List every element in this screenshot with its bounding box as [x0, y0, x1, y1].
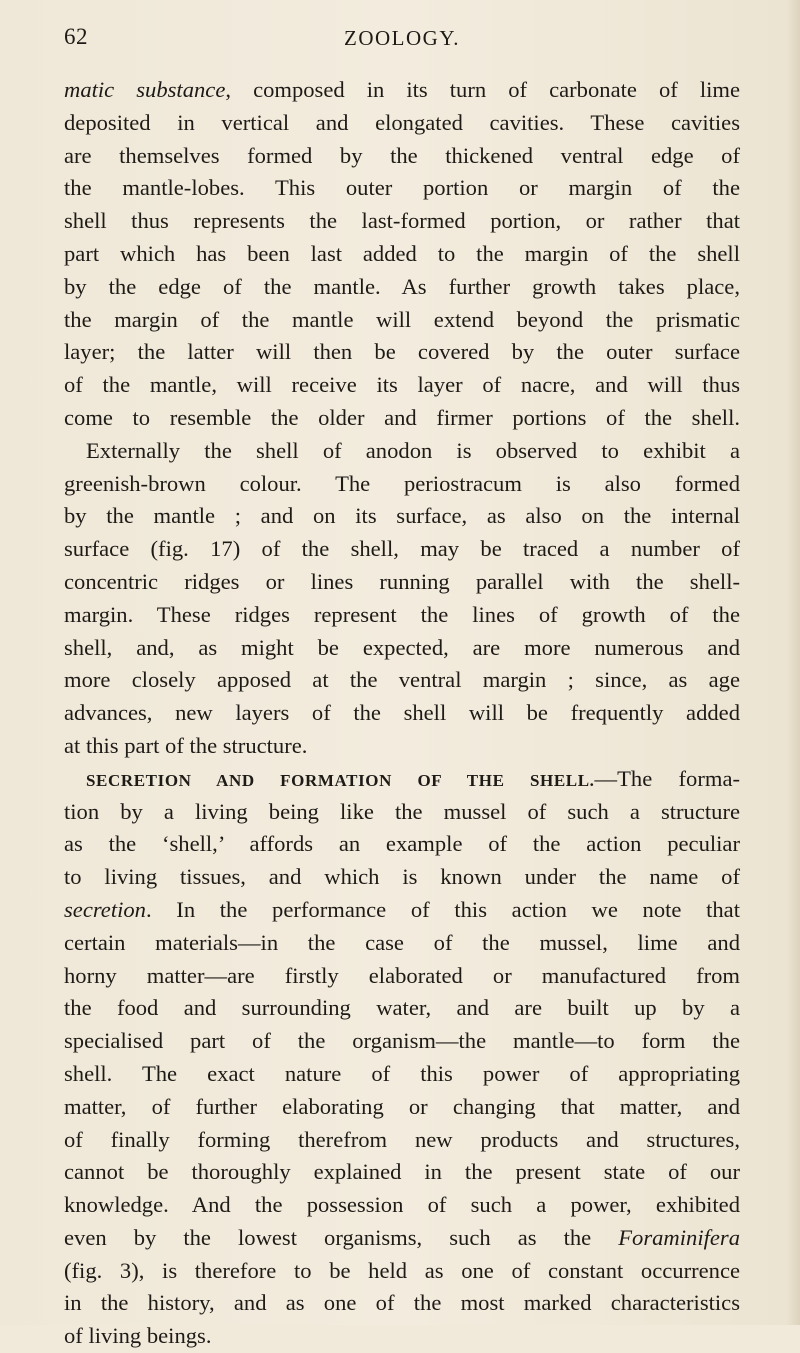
text-line: [64, 205, 740, 238]
text-run: the margin of the mantle will extend beyond the prismatic: [64, 306, 740, 332]
text-line: [64, 1091, 740, 1124]
page-number: 62: [64, 24, 88, 49]
text-run: come to resemble the older and firmer portions of the shell.: [64, 404, 740, 430]
text-run: part which has been last added to the margin of the shell: [64, 240, 740, 266]
text-run: of living beings.: [64, 1323, 212, 1349]
text-run: concentric ridges or lines running parallel with the shell-: [64, 568, 740, 594]
text-run: specialised part of the organism—the mantle—to form the: [64, 1028, 740, 1054]
text-run: SECRETION AND FORMATION OF THE SHELL.: [86, 770, 595, 790]
text-line: [64, 566, 740, 599]
text-run: —The forma-: [594, 765, 740, 791]
text-run: by the edge of the mantle. As further growth takes place,: [64, 273, 740, 299]
text-line: [64, 1058, 740, 1091]
text-run: as the ‘shell,’ affords an example of the action peculiar: [64, 831, 740, 857]
text-line: [64, 500, 740, 533]
text-line: [64, 369, 740, 402]
text-run: shell. The exact nature of this power of appropriating: [64, 1060, 740, 1086]
page-edge-shadow: [786, 0, 800, 1325]
text-line: [64, 730, 740, 763]
text-line: [64, 271, 740, 304]
text-line: [64, 763, 740, 796]
text-line: [64, 336, 740, 369]
text-line: [64, 796, 740, 829]
text-line: [64, 1287, 740, 1320]
text-run: layer; the latter will then be covered by the outer surface: [64, 339, 740, 365]
text-run: surface (fig. 17) of the shell, may be traced a number of: [64, 536, 740, 562]
text-run: margin. These ridges represent the lines of growth of the: [64, 601, 740, 627]
text-line: [64, 1124, 740, 1157]
body-text: [64, 74, 740, 1353]
text-line: [64, 107, 740, 140]
text-run: knowledge. And the possession of such a power, exhibited: [64, 1192, 740, 1218]
text-line: [64, 1222, 740, 1255]
text-run: tion by a living being like the mussel of such a structure: [64, 798, 740, 824]
text-run: are themselves formed by the thickened ventral edge of: [64, 142, 740, 168]
text-line: [64, 1025, 740, 1058]
text-line: [64, 402, 740, 435]
text-run: the mantle-lobes. This outer portion or margin of the: [64, 175, 740, 201]
text-run: , composed in its turn of carbonate of lime: [225, 77, 740, 102]
text-run: matic substance: [64, 77, 226, 102]
text-run: (fig. 3), is therefore to be held as one of constant occurrence: [64, 1257, 740, 1283]
text-line: [64, 238, 740, 271]
text-line: [64, 828, 740, 861]
text-line: [64, 664, 740, 697]
text-line: [64, 894, 740, 927]
text-line: [64, 172, 740, 205]
text-line: [64, 697, 740, 730]
text-line: [64, 927, 740, 960]
text-line: [64, 74, 740, 107]
text-line: [64, 1189, 740, 1222]
text-line: [64, 632, 740, 665]
text-run: more closely apposed at the ventral margin ; since, as age: [64, 667, 740, 693]
text-run: in the history, and as one of the most marked characteristics: [64, 1290, 740, 1316]
text-run: shell, and, as might be expected, are more numerous and: [64, 634, 740, 660]
text-run: of finally forming therefrom new products and structures,: [64, 1126, 740, 1152]
page-header: [64, 24, 744, 54]
text-run: Externally the shell of anodon is observed to exhibit a: [86, 437, 740, 463]
text-line: [64, 304, 740, 337]
text-run: matter, of further elaborating or changing that matter, and: [64, 1093, 740, 1119]
text-line: [64, 992, 740, 1025]
text-line: [64, 1255, 740, 1288]
text-run: the food and surrounding water, and are built up by a: [64, 995, 740, 1021]
text-line: [64, 1156, 740, 1189]
text-run: certain materials—in the case of the mussel, lime and: [64, 929, 740, 955]
text-run: greenish-brown colour. The periostracum is also formed: [64, 470, 740, 496]
text-line: [64, 599, 740, 632]
text-line: [64, 533, 740, 566]
text-run: secretion: [64, 896, 146, 922]
text-run: shell thus represents the last-formed portion, or rather that: [64, 208, 740, 234]
text-line: [64, 861, 740, 894]
text-run: Foraminifera: [618, 1224, 740, 1250]
text-run: at this part of the structure.: [64, 732, 308, 758]
text-run: cannot be thoroughly explained in the present state of our: [64, 1159, 740, 1185]
text-line: [64, 140, 740, 173]
text-run: of the mantle, will receive its layer of nacre, and will thus: [64, 372, 740, 398]
text-line: [64, 468, 740, 501]
text-run: to living tissues, and which is known under the name of: [64, 864, 740, 890]
text-run: deposited in vertical and elongated cavities. These cavities: [64, 109, 740, 135]
text-line: [64, 1320, 740, 1353]
text-run: even by the lowest organisms, such as the: [64, 1224, 619, 1250]
running-head: ZOOLOGY.: [344, 26, 461, 50]
text-run: . In the performance of this action we note that: [145, 896, 740, 922]
text-line: [64, 435, 740, 468]
text-run: advances, new layers of the shell will be frequently added: [64, 700, 740, 726]
text-line: [64, 960, 740, 993]
text-run: horny matter—are firstly elaborated or manufactured from: [64, 962, 740, 988]
text-run: by the mantle ; and on its surface, as also on the internal: [64, 503, 740, 529]
